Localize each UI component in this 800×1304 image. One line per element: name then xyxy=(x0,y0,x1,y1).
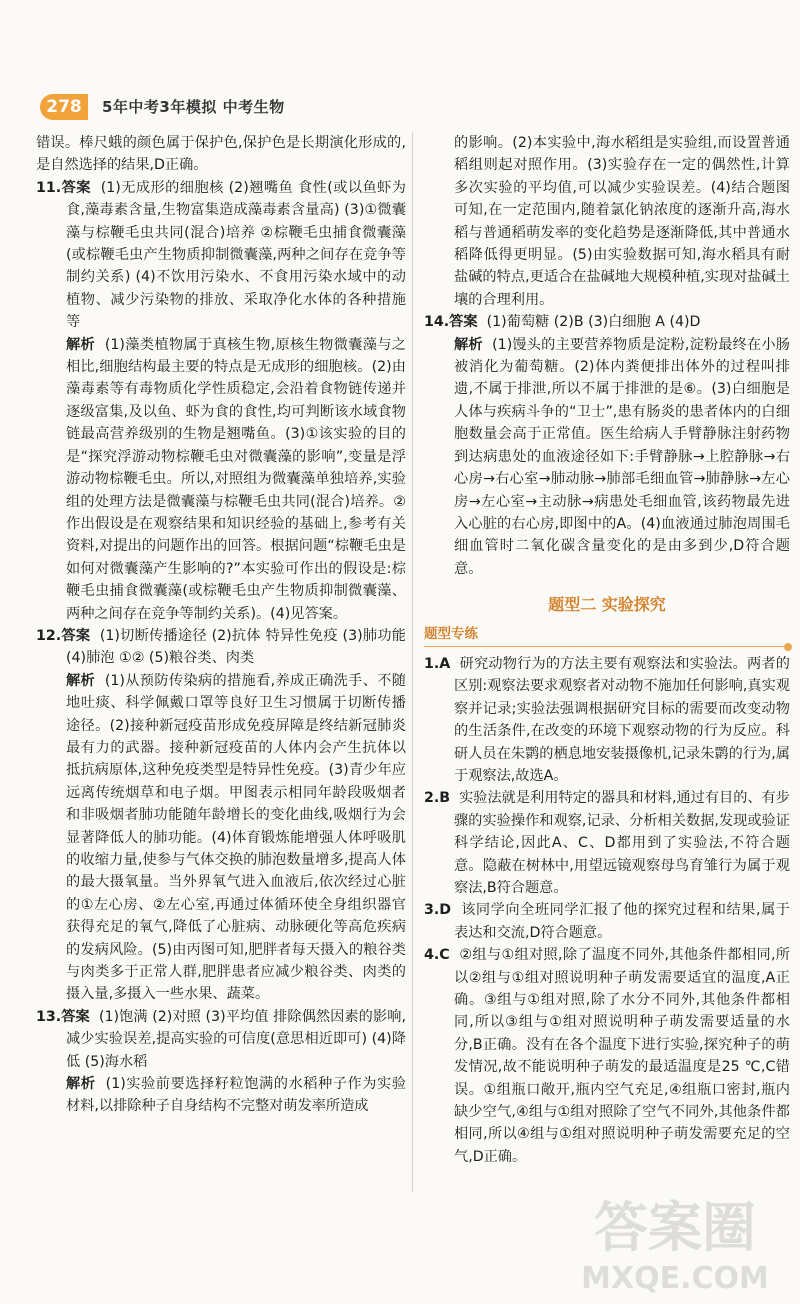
section-tag-label: 题型专练 xyxy=(424,625,478,642)
q13-analysis-text: (1)实验前要选择籽粒饱满的水稻种子作为实验材料,以排除种子自身结构不完整对萌发率所造成 xyxy=(66,1076,406,1115)
item-4 xyxy=(424,944,790,1168)
q14-analysis-label: 解析 xyxy=(454,336,483,353)
item-3-number: 3.D xyxy=(424,902,452,919)
q13-answer-label: 答案 xyxy=(61,1008,90,1025)
q12-number: 12. xyxy=(36,627,62,644)
intro-paragraph: 错误。棒尺蛾的颜色属于保护色,保护色是长期演化形成的,是自然选择的结果,D正确。 xyxy=(36,135,406,174)
q14-analysis xyxy=(424,334,790,580)
question-13 xyxy=(36,1006,406,1118)
q12-analysis-label: 解析 xyxy=(66,672,96,689)
page-header xyxy=(40,94,760,124)
q12-answer-label: 答案 xyxy=(61,627,91,644)
q11-analysis xyxy=(36,334,406,625)
item-4-number: 4.C xyxy=(424,947,450,964)
q12-analysis-text: (1)从预防传染病的措施看,养成正确洗手、不随地吐痰、科学佩戴口罩等良好卫生习惯属于切断传播途径。(2)接种新冠疫苗形成免疫屏障是终结新冠肺炎最有力的武器。接种新冠疫苗的人体内会产生抗体以抵抗病原体,这种免疫类型是特异性免疫。(3)青少年应远离传统烟草和电子烟。甲图表示相同年龄段吸烟者和非吸烟者肺功能随年龄增长的变化曲线,吸烟行为会显著降低人的肺功能。(4)体育锻炼能增强人体呼吸肌的收缩力量,使参与气体交换的肺泡数量增多,提高人体的最大摄氧量。当外界氧气进入血液后,依次经过心脏的①左心房、②左心室,再通过体循环使全身组织器官获得充足的氧气,降低了心脏病、动脉硬化等高危疾病的发病风险。(5)由丙图可知,肥胖者每天摄入的粮谷类与肉类多于正常人群,肥胖患者应减少粮谷类、肉类的摄入量,多摄入一些水果、蔬菜。 xyxy=(66,672,406,1003)
q14-answer-label: 答案 xyxy=(449,314,478,331)
watermark-logo xyxy=(570,1188,780,1298)
q13-answer-text: (1)饱满 (2)对照 (3)平均值 排除偶然因素的影响,减少实验误差,提高实验的可信度(意思相近即可) (4)降低 (5)海水稻 xyxy=(66,1008,406,1070)
section-title: 题型二 实验探究 xyxy=(548,595,666,615)
item-2 xyxy=(424,787,790,899)
left-column xyxy=(36,132,406,1118)
book-title: 5年中考3年模拟 中考生物 xyxy=(102,98,285,116)
q11-answer-label: 答案 xyxy=(61,179,91,196)
q14-answer xyxy=(424,311,790,333)
question-14 xyxy=(424,311,790,580)
q14-number: 14. xyxy=(424,314,450,331)
q14-answer-text: (1)葡萄糖 (2)B (3)白细胞 A (4)D xyxy=(486,314,701,331)
q13-number: 13. xyxy=(36,1008,62,1025)
watermark-line2: MXQE.COM xyxy=(581,1261,769,1296)
q14-analysis-text: (1)馒头的主要营养物质是淀粉,淀粉最终在小肠被消化为葡萄糖。(2)体内粪便排出体外的过程叫排遗,不属于排泄,所以不属于排泄的是⑥。(3)白细胞是人体与疾病斗争的“卫士”,患有肠炎的患者体内的白细胞数量会高于正常值。医生给病人手臂静脉注射药物到达病患处的血液途径如下:手臂静脉→上腔静脉→右心房→右心室→肺动脉→肺部毛细血管→肺静脉→左心房→左心室→主动脉→病患处毛细血管,该药物最先进入心脏的右心房,即图中的A。(4)血液通过肺泡周围毛细血管时二氧化碳含量变化的是由多到少,D符合题意。 xyxy=(454,336,790,577)
q12-analysis xyxy=(36,670,406,1006)
tag-dot-icon xyxy=(784,643,792,651)
question-11 xyxy=(36,177,406,625)
q13-analysis xyxy=(36,1073,406,1118)
q11-number: 11. xyxy=(36,179,62,196)
q11-analysis-label: 解析 xyxy=(66,336,96,353)
q11-answer-text: (1)无成形的细胞核 (2)翘嘴鱼 食性(或以鱼虾为食,藻毒素含量,生物富集造成藻毒素含量高) (3)①微囊藻与棕鞭毛虫共同(混合)培养 ②棕鞭毛虫捕食微囊藻(或棕鞭毛虫产生物质抑制微囊藻,两种之间存在竞争等制约关系) (4)不饮用污染水、不食用污染水域中的动植物、减少污染物的排放、采取净化水体的各种措施等 xyxy=(66,179,406,331)
item-3-text: 该同学向全班同学汇报了他的探究过程和结果,属于表达和交流,D符合题意。 xyxy=(454,902,790,941)
item-1-number: 1.A xyxy=(424,655,451,672)
right-column xyxy=(424,132,790,1168)
q13-answer xyxy=(36,1006,406,1073)
section-tag xyxy=(424,623,790,647)
q11-answer xyxy=(36,177,406,334)
item-2-number: 2.B xyxy=(424,790,451,807)
page-number: 278 xyxy=(40,94,88,120)
q12-answer xyxy=(36,625,406,670)
item-4-text: ②组与①组对照,除了温度不同外,其他条件都相同,所以②组与①组对照说明种子萌发需要适宜的温度,A正确。③组与①组对照,除了水分不同外,其他条件都相同,所以③组与①组对照说明种子萌发需要适量的水分,B正确。没有在各个温度下进行实验,探究种子的萌发情况,故不能说明种子萌发的最适温度是25 ℃,C错误。①组瓶口敞开,瓶内空气充足,④组瓶口密封,瓶内缺少空气,④组与①组对照除了空气不同外,其他条件都相同,所以④组与①组对照说明种子萌发需要充足的空气,D正确。 xyxy=(454,947,790,1165)
item-1-text: 研究动物行为的方法主要有观察法和实验法。两者的区别:观察法要求观察者对动物不施加任何影响,真实观察并记录;实验法强调根据研究目标的需要而改变动物的生活条件,在改变的环境下观察动物的行为反应。科研人员在朱鹮的栖息地安装摄像机,记录朱鹮的行为,属于观察法,故选A。 xyxy=(454,655,790,784)
question-12 xyxy=(36,625,406,1006)
q11-analysis-text: (1)藻类植物属于真核生物,原核生物微囊藻与之相比,细胞结构最主要的特点是无成形的细胞核。(2)由藻毒素等有毒物质化学性质稳定,会沿着食物链传递并逐级富集,及以鱼、虾为食的食性,均可判断该水域食物链最高营养级别的生物是翘嘴鱼。(3)①该实验的目的是“探究浮游动物棕鞭毛虫对微囊藻的影响”,变量是浮游动物棕鞭毛虫。所以,对照组为微囊藻单独培养,实验组的处理方法是微囊藻与棕鞭毛虫共同(混合)培养。②作出假设是在观察结果和知识经验的基础上,参考有关资料,对提出的问题作出的回答。根据问题“棕鞭毛虫是如何对微囊藻产生影响的?”本实验可作出的假设是:棕鞭毛虫捕食微囊藻(或棕鞭毛虫产生物质抑制微囊藻、两种之间存在竞争等制约关系)。(4)见答案。 xyxy=(66,336,406,622)
watermark-line1: 答案圈 xyxy=(594,1196,756,1259)
q12-answer-text: (1)切断传播途径 (2)抗体 特异性免疫 (3)肺功能 (4)肺泡 ①② (5)粮谷类、肉类 xyxy=(66,627,406,667)
q13-analysis-label: 解析 xyxy=(66,1076,96,1093)
item-1 xyxy=(424,653,790,787)
item-2-text: 实验法就是利用特定的器具和材料,通过有目的、有步骤的实验操作和观察,记录、分析相关数据,发现或验证科学结论,因此A、C、D都用到了实验法,不符合题意。隐蔽在树林中,用望远镜观察母鸟育雏行为属于观察法,B符合题意。 xyxy=(454,790,790,896)
item-3 xyxy=(424,899,790,944)
q13-analysis-continued: 的影响。(2)本实验中,海水稻组是实验组,而设置普通稻组则起对照作用。(3)实验存在一定的偶然性,计算多次实验的平均值,可以减少实验误差。(4)结合题图可知,在一定范围内,随着氯化钠浓度的逐渐升高,海水稻与普通稻萌发率的变化趋势是逐渐降低,其中普通水稻降低得更明显。(5)由实验数据可知,海水稻具有耐盐碱的特点,更适合在盐碱地大规模种植,实现对盐碱土壤的合理利用。 xyxy=(454,135,790,308)
column-divider xyxy=(412,132,413,1192)
